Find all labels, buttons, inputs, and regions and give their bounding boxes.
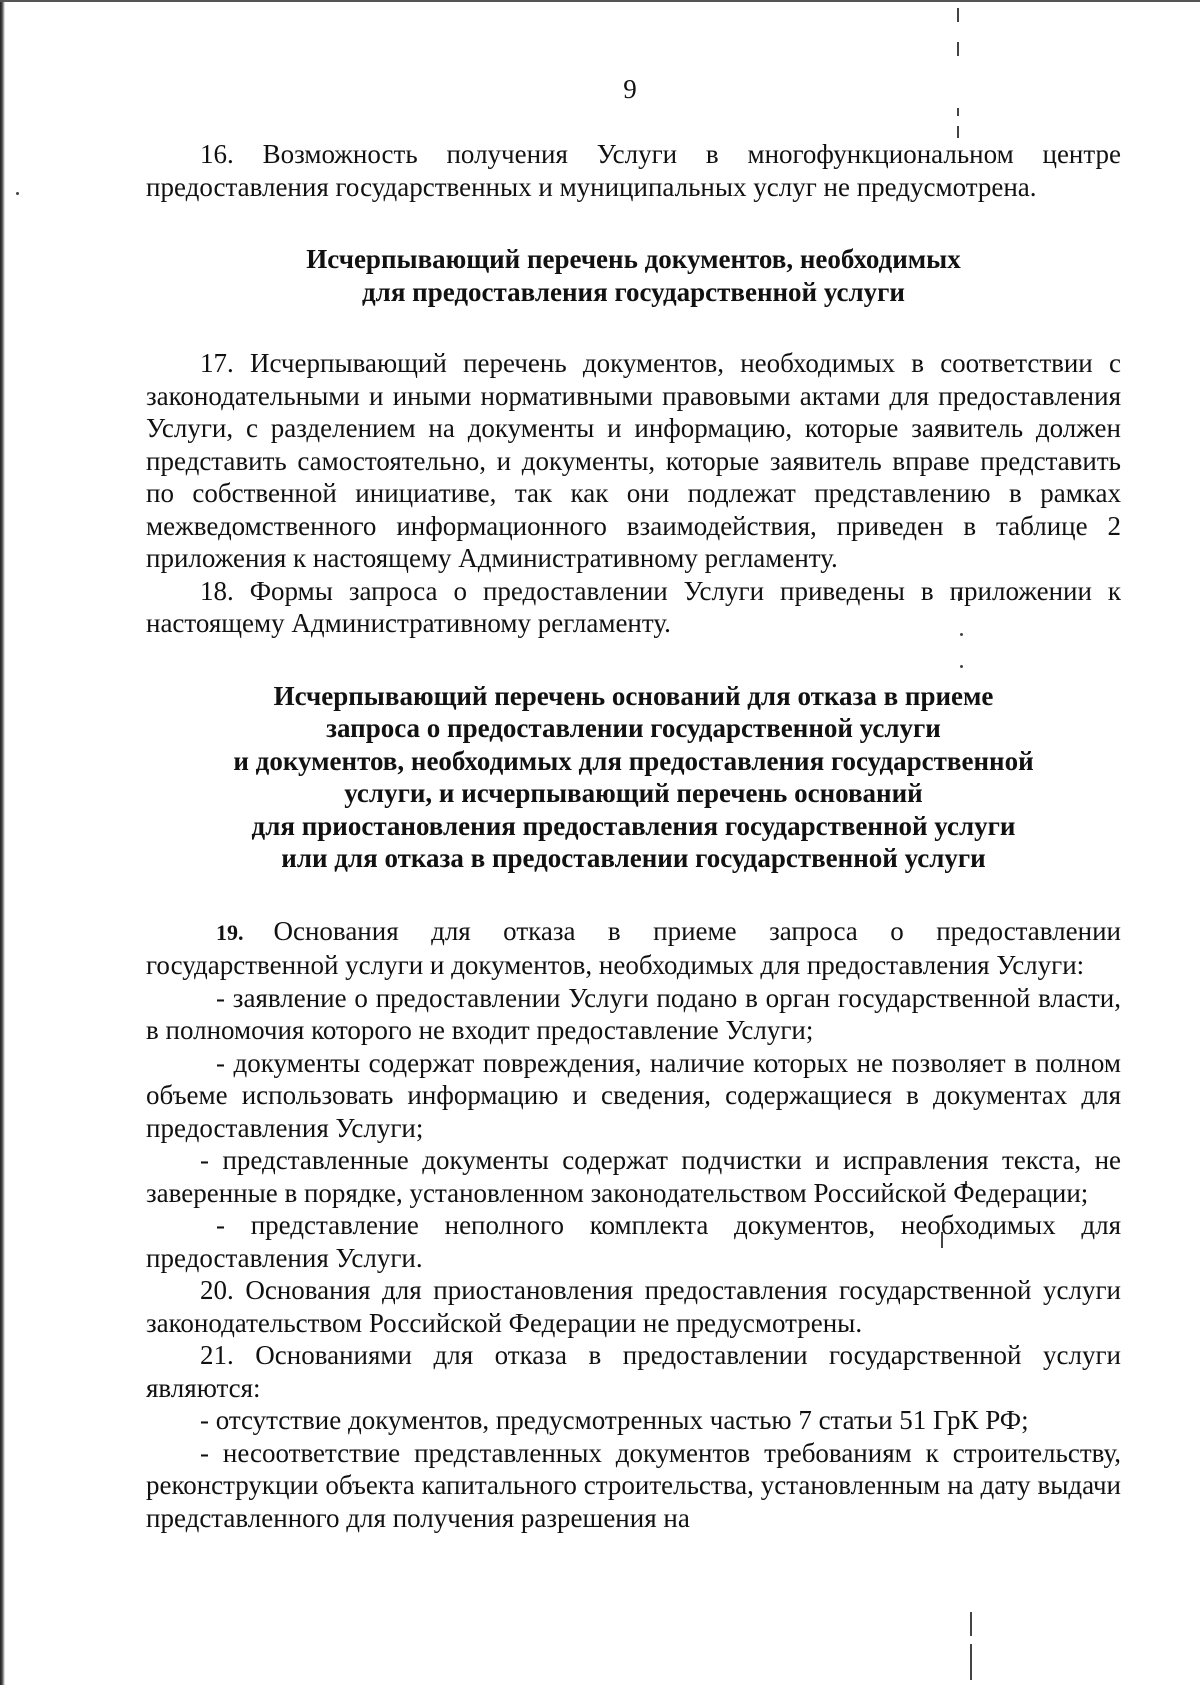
scan-mark — [16, 192, 19, 195]
list-item: - документы содержат повреждения, наличие которых не позволяет в полном объеме использовать информацию и сведения, содержащиеся в документах для предоставления Услуги; — [146, 1047, 1121, 1143]
paragraph-20: 20. Основания для приостановления предоставления государственной услуги законодательством Российской Федерации не предусмотрены. — [146, 1275, 1121, 1338]
section-heading-documents — [146, 243, 1121, 308]
list-item: - представленные документы содержат подчистки и исправления текста, не заверенные в порядке, установленном законодательством Российской Федерации; — [146, 1145, 1121, 1208]
document-body — [146, 138, 1121, 1534]
heading-line: для приостановления предоставления государственной услуги — [251, 810, 1016, 841]
heading-line: и документов, необходимых для предоставления государственной — [233, 745, 1034, 776]
scan-mark — [957, 126, 959, 138]
paragraph-19 — [146, 915, 1121, 982]
paragraph-21: 21. Основаниями для отказа в предоставлении государственной услуги являются: — [146, 1340, 1121, 1403]
list-item: - заявление о предоставлении Услуги подано в орган государственной власти, в полномочия которого не входит предоставление Услуги; — [146, 982, 1121, 1045]
scan-mark — [957, 42, 959, 56]
heading-line: запроса о предоставлении государственной услуги — [326, 713, 941, 743]
heading-line: услуги, и исчерпывающий перечень оснований — [344, 778, 923, 808]
heading-line: для предоставления государственной услуги — [362, 276, 905, 307]
list-item: - отсутствие документов, предусмотренных частью 7 статьи 51 ГрК РФ; — [200, 1405, 1029, 1435]
paragraph-number: 19. — [216, 919, 244, 945]
paragraph-17: 17. Исчерпывающий перечень документов, необходимых в соответствии с законодательными и иными нормативными правовыми актами для предоставления Услуги, с разделением на документы и информацию, которые заявитель должен представить самостоятельно, и документы, которые заявитель вправе представить по собственной инициативе, так как они подлежат представлению в рамках межведомственного информационного взаимодействия, приведен в таблице 2 приложения к настоящему Административному регламенту. — [146, 348, 1121, 573]
scan-mark — [970, 1612, 972, 1636]
paragraph-18: 18. Формы запроса о предоставлении Услуги приведены в приложении к настоящему Административному регламенту. — [146, 575, 1121, 638]
scan-mark — [970, 1644, 972, 1680]
paragraph-16: 16. Возможность получения Услуги в многофункциональном центре предоставления государственных и муниципальных услуг не предусмотрена. — [146, 139, 1121, 202]
heading-line: Исчерпывающий перечень оснований для отказа в приеме — [273, 680, 994, 711]
list-item: - представление неполного комплекта документов, необходимых для предоставления Услуги. — [146, 1210, 1121, 1273]
list-item: - несоответствие представленных документов требованиям к строительству, реконструкции объекта капитального строительства, установленным на дату выдачи представленного для получения разрешения на — [146, 1437, 1121, 1533]
paragraph-text: Основания для отказа в приеме запроса о предоставлении государственной услуги и документов, необходимых для предоставления Услуги: — [146, 915, 1121, 980]
heading-line: или для отказа в предоставлении государственной услуги — [281, 843, 986, 873]
scan-mark — [957, 8, 959, 22]
scan-mark — [957, 108, 959, 116]
section-heading-refusal-grounds — [146, 680, 1121, 875]
scan-edge-left — [0, 0, 5, 1685]
page-number: 9 — [623, 74, 637, 104]
scan-edge-top — [0, 0, 1200, 2]
heading-line: Исчерпывающий перечень документов, необходимых — [306, 244, 961, 274]
